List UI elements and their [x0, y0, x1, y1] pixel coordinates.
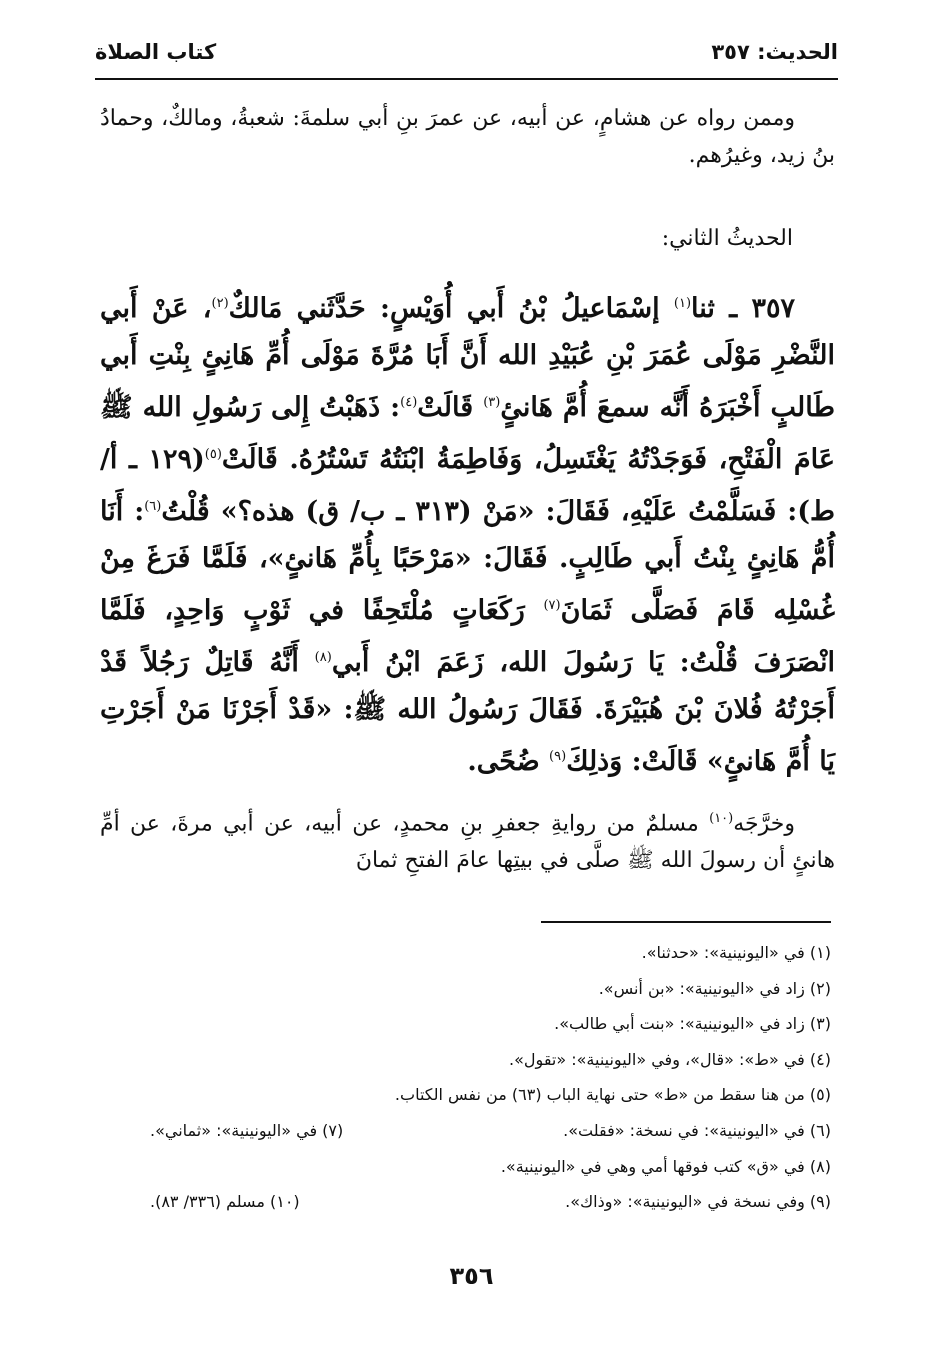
header-rule [95, 78, 838, 80]
hadith-paragraph [100, 280, 835, 785]
footnote-ref-9: (٩) [549, 749, 567, 764]
footnote-row [150, 1184, 831, 1220]
header-book-title: كتاب الصلاة [95, 40, 217, 64]
footnote-row [150, 1042, 831, 1078]
hadith-segment: (١٢٩ ـ أ/ ط): فَسَلَّمْتُ عَلَيْهِ، فَقَالَ: «مَنْ (٣١٣ ـ ب/ ق) هذه؟» قُلْتُ [100, 444, 835, 527]
hadith-segment: قَالَتْ [417, 392, 484, 423]
header-hadith-number: الحديث: ٣٥٧ [711, 40, 838, 64]
running-header [95, 40, 838, 74]
footnote-5: (٥) من هنا سقط من «ط» حتى نهاية الباب (٦٣) من نفس الكتاب. [394, 1085, 831, 1105]
footnote-ref-7: (٧) [543, 598, 561, 613]
intro-paragraph: وممن رواه عن هشامٍ، عن أبيه، عن عمرَ بنِ أبي سلمةَ: شعبةُ، ومالكٌ، وحمادُ بنُ زيد، وغيرُهم. [100, 106, 835, 168]
footnote-row [150, 1149, 831, 1185]
after-segment: وخرَّجَه [733, 811, 795, 837]
footnote-3: (٣) زاد في «اليونينية»: «بنت أبي طالب». [554, 1014, 831, 1034]
hadith-number: ٣٥٧ ـ ثنا [691, 293, 795, 324]
footnote-8: (٨) في «ق» كتب فوقها أمي وهي في «اليونينية». [500, 1156, 831, 1176]
second-hadith-heading: الحديثُ الثاني: [661, 226, 793, 251]
footnote-ref-5: (٥) [204, 447, 222, 462]
page-number: ٣٥٦ [449, 1262, 494, 1290]
hadith-segment: ضُحًى. [467, 746, 550, 777]
footnote-row [150, 935, 831, 971]
hadith-segment: رَكَعَاتٍ مُلْتَحِفًا في ثَوْبٍ وَاحِدٍ، فَلَمَّا انْصَرَفَ قُلْتُ: يَا رَسُولَ الله، زَعَمَ ابْنُ أَبي [100, 595, 835, 678]
footnote-ref-6: (٦) [144, 499, 162, 514]
footnote-ref-2: (٢) [211, 296, 229, 311]
after-paragraph [100, 800, 835, 879]
footnote-ref-8: (٨) [314, 650, 332, 665]
hadith-segment: إسْمَاعيلُ بْنُ أَبي أُوَيْسٍ: حَدَّثَني مَالكٌ [228, 293, 674, 324]
hadith-segment: أَنَّهُ قَاتِلٌ رَجُلاً قَدْ أَجَرْتُهُ فُلانَ بْنَ هُبَيْرَةَ. فَقَالَ رَسُولُ الله ﷺ: «قَدْ أَجَرْنَا مَنْ أَجَرْتِ يَا أُمَّ هَانئٍ» قَالَتْ: وَذلِكَ [100, 647, 835, 777]
footnote-10: (١٠) مسلم (٣٣٦/ ٨٣). [150, 1192, 300, 1212]
footnote-ref-10: (١٠) [709, 811, 734, 826]
footnote-ref-3: (٣) [483, 395, 501, 410]
footnote-2: (٢) زاد في «اليونينية»: «بن أنس». [598, 978, 831, 998]
footnote-ref-4: (٤) [400, 395, 418, 410]
footnote-7: (٧) في «اليونينية»: «ثماني». [150, 1120, 344, 1140]
footnote-1: (١) في «اليونينية»: «حدثنا». [641, 943, 831, 962]
intro-paragraph-block [100, 100, 835, 174]
footnote-6: (٦) في «اليونينية»: في نسخة: «فقلت». [563, 1120, 831, 1140]
hadith-segment: : أَنَا أُمُّ هَانِئٍ بِنْتُ أَبي طَالِبٍ. فَقَالَ: «مَرْحَبًا بِأُمِّ هَانئٍ»، فَلَمَّا فَرَغَ مِنْ غُسْلِه قَامَ فَصَلَّى ثَمَانَ [100, 496, 835, 626]
footnote-rule [541, 921, 831, 923]
hadith-segment: ، عَنْ أَبي النَّضْرِ مَوْلَى عُمَرَ بْنِ عُبَيْدِ الله أَنَّ أَبَا مُرَّةَ مَوْلَى أُمِّ هَانِئٍ بِنْتِ أَبي طَالبٍ أَخْبَرَهُ أَنَّه سمعَ أُمَّ هَانئٍ [100, 293, 836, 423]
footnote-9: (٩) وفي نسخة في «اليونينية»: «وذاك». [565, 1192, 831, 1212]
footnote-row [150, 1077, 831, 1113]
footnote-row [150, 971, 831, 1007]
footnote-row [150, 1006, 831, 1042]
footnote-ref-1: (١) [673, 296, 692, 311]
after-paragraph-block [100, 800, 835, 879]
footnotes-list [150, 935, 831, 1220]
footnote-row [150, 1113, 831, 1149]
after-segment: مسلمٌ من روايةِ جعفرِ بنِ محمدٍ، عن أبيه، عن أبي مرةَ، عن أمِّ هانئٍ أن رسولَ الله ﷺ صلَّى في بيتِها عامَ الفتحِ ثمانَ [100, 811, 835, 874]
footnote-4: (٤) في «ط»: «قال»، وفي «اليونينية»: «تقول». [509, 1049, 831, 1069]
hadith-segment: : ذَهَبْتُ إِلى رَسُولِ الله ﷺ عَامَ الْفَتْحِ، فَوَجَدْتُهُ يَغْتَسِلُ، وَفَاطِمَةُ ابْنَتُهُ تَسْتُرُهُ. قَالَتْ [100, 392, 835, 475]
hadith-text-block [100, 280, 835, 785]
